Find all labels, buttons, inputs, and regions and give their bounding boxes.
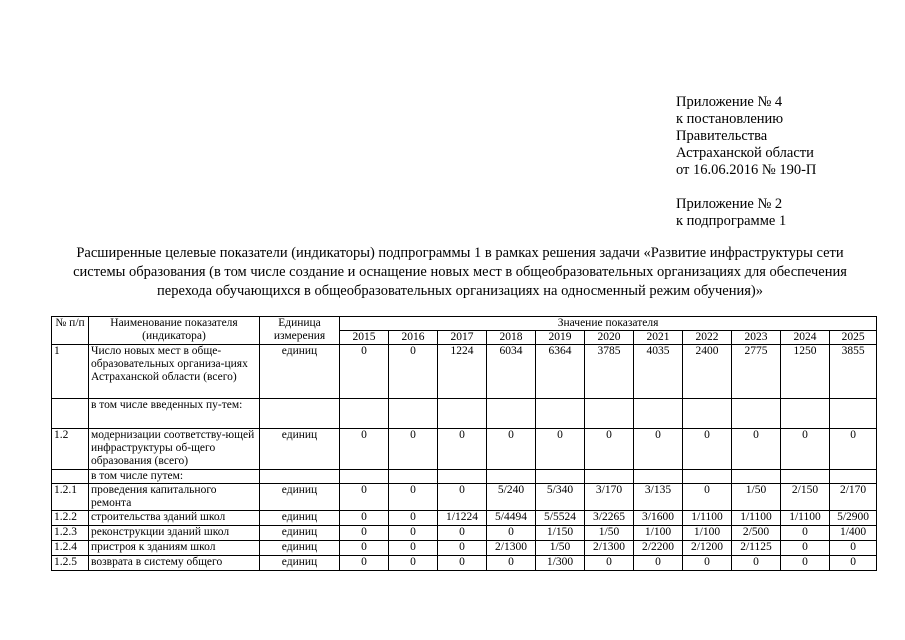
- table-row: [52, 429, 877, 470]
- value-cell: 0: [438, 526, 487, 541]
- value-cell: 1250: [781, 345, 830, 399]
- title-line: системы образования (в том числе создание и оснащение новых мест в общеобразовательных организациях для обеспечения: [73, 264, 847, 280]
- value-cell: 0: [830, 541, 877, 556]
- value-cell: [634, 470, 683, 484]
- value-cell: 0: [781, 429, 830, 470]
- value-cell: 1/50: [585, 526, 634, 541]
- table-body: [52, 345, 877, 571]
- table-row: [52, 399, 877, 429]
- row-number: 1.2.4: [52, 541, 89, 556]
- unit-cell: единиц: [260, 541, 340, 556]
- value-cell: 0: [732, 556, 781, 571]
- value-cell: 3/2265: [585, 511, 634, 526]
- table-row: [52, 470, 877, 484]
- value-cell: 3/1600: [634, 511, 683, 526]
- col-header-num: № п/п: [52, 317, 89, 345]
- value-cell: [830, 470, 877, 484]
- row-number: 1.2.2: [52, 511, 89, 526]
- indicator-name: строительства зданий школ: [89, 511, 260, 526]
- value-cell: 0: [340, 541, 389, 556]
- value-cell: [487, 470, 536, 484]
- indicator-name: возврата в систему общего: [89, 556, 260, 571]
- row-number: 1.2: [52, 429, 89, 470]
- value-cell: 0: [781, 541, 830, 556]
- value-cell: 0: [487, 526, 536, 541]
- indicator-name: пристроя к зданиям школ: [89, 541, 260, 556]
- value-cell: 4035: [634, 345, 683, 399]
- year-header: 2024: [781, 331, 830, 345]
- indicator-name: в том числе введенных пу-тем:: [89, 399, 260, 429]
- year-header: 2019: [536, 331, 585, 345]
- value-cell: [732, 399, 781, 429]
- table-row: [52, 511, 877, 526]
- value-cell: 0: [732, 429, 781, 470]
- value-cell: 0: [389, 429, 438, 470]
- value-cell: 1/50: [536, 541, 585, 556]
- value-cell: 2/1125: [732, 541, 781, 556]
- value-cell: 2/1300: [487, 541, 536, 556]
- title-line: Расширенные целевые показатели (индикаторы) подпрограммы 1 в рамках решения задачи «Развитие инфраструктуры сети: [76, 245, 844, 261]
- indicator-name: проведения капитального ремонта: [89, 484, 260, 511]
- year-header: 2018: [487, 331, 536, 345]
- table-row: [52, 526, 877, 541]
- value-cell: [634, 399, 683, 429]
- value-cell: 0: [340, 345, 389, 399]
- value-cell: 2775: [732, 345, 781, 399]
- value-cell: [683, 470, 732, 484]
- value-cell: 0: [536, 429, 585, 470]
- indicators-table: [51, 316, 877, 571]
- value-cell: 1/150: [536, 526, 585, 541]
- value-cell: 0: [389, 541, 438, 556]
- appendix-header: [676, 94, 816, 230]
- appendix-line: Приложение № 4: [676, 94, 783, 110]
- value-cell: 1/400: [830, 526, 877, 541]
- appendix2-line: к подпрограмме 1: [676, 213, 787, 229]
- appendix-line: от 16.06.2016 № 190-П: [676, 162, 817, 178]
- value-cell: 1/1100: [683, 511, 732, 526]
- value-cell: [830, 399, 877, 429]
- value-cell: 1/1100: [781, 511, 830, 526]
- indicator-name: в том числе путем:: [89, 470, 260, 484]
- unit-cell: единиц: [260, 429, 340, 470]
- value-cell: [536, 399, 585, 429]
- value-cell: 0: [781, 526, 830, 541]
- value-cell: [438, 470, 487, 484]
- value-cell: 0: [487, 556, 536, 571]
- value-cell: 0: [487, 429, 536, 470]
- year-header: 2023: [732, 331, 781, 345]
- value-cell: 1224: [438, 345, 487, 399]
- value-cell: 1/1224: [438, 511, 487, 526]
- value-cell: 2/150: [781, 484, 830, 511]
- year-header: 2022: [683, 331, 732, 345]
- value-cell: [389, 470, 438, 484]
- value-cell: 0: [438, 541, 487, 556]
- value-cell: 0: [340, 511, 389, 526]
- value-cell: 6034: [487, 345, 536, 399]
- value-cell: 2/2200: [634, 541, 683, 556]
- table-row: [52, 484, 877, 511]
- appendix-line: к постановлению: [676, 111, 784, 127]
- table-row: [52, 345, 877, 399]
- col-header-unit: Единица измерения: [260, 317, 340, 345]
- value-cell: [438, 399, 487, 429]
- value-cell: 3/135: [634, 484, 683, 511]
- value-cell: 2/1200: [683, 541, 732, 556]
- value-cell: 0: [683, 484, 732, 511]
- col-header-value: Значение показателя: [340, 317, 877, 331]
- value-cell: 0: [389, 345, 438, 399]
- value-cell: 1/50: [732, 484, 781, 511]
- value-cell: 5/5524: [536, 511, 585, 526]
- row-number: [52, 470, 89, 484]
- value-cell: 1/100: [683, 526, 732, 541]
- unit-cell: единиц: [260, 526, 340, 541]
- unit-cell: [260, 399, 340, 429]
- value-cell: [585, 470, 634, 484]
- unit-cell: единиц: [260, 511, 340, 526]
- indicator-name: модернизации соответству-ющей инфраструктуры об-щего образования (всего): [89, 429, 260, 470]
- value-cell: 5/4494: [487, 511, 536, 526]
- col-header-name: Наименование показателя (индикатора): [89, 317, 260, 345]
- value-cell: 0: [634, 556, 683, 571]
- year-header: 2016: [389, 331, 438, 345]
- value-cell: 2/170: [830, 484, 877, 511]
- value-cell: 0: [585, 429, 634, 470]
- appendix-line: Астраханской области: [676, 145, 814, 161]
- value-cell: [340, 470, 389, 484]
- value-cell: 0: [683, 556, 732, 571]
- table-row: [52, 541, 877, 556]
- value-cell: 5/240: [487, 484, 536, 511]
- value-cell: [487, 399, 536, 429]
- value-cell: 0: [389, 526, 438, 541]
- value-cell: [389, 399, 438, 429]
- value-cell: 0: [438, 429, 487, 470]
- value-cell: [781, 399, 830, 429]
- value-cell: 5/2900: [830, 511, 877, 526]
- value-cell: 6364: [536, 345, 585, 399]
- value-cell: 0: [389, 484, 438, 511]
- row-number: 1: [52, 345, 89, 399]
- table-row: [52, 556, 877, 571]
- row-number: 1.2.1: [52, 484, 89, 511]
- value-cell: 0: [634, 429, 683, 470]
- value-cell: 3/170: [585, 484, 634, 511]
- year-header: 2025: [830, 331, 877, 345]
- unit-cell: [260, 470, 340, 484]
- title-line: перехода обучающихся в общеобразовательных организациях на односменный режим обучения)»: [157, 283, 763, 299]
- value-cell: 1/300: [536, 556, 585, 571]
- appendix2-line: Приложение № 2: [676, 196, 783, 212]
- unit-cell: единиц: [260, 556, 340, 571]
- value-cell: 0: [340, 484, 389, 511]
- value-cell: 3855: [830, 345, 877, 399]
- year-header: 2021: [634, 331, 683, 345]
- row-number: [52, 399, 89, 429]
- indicator-name: Число новых мест в обще-образовательных организа-циях Астраханской области (всего): [89, 345, 260, 399]
- unit-cell: единиц: [260, 484, 340, 511]
- row-number: 1.2.3: [52, 526, 89, 541]
- year-header: 2017: [438, 331, 487, 345]
- unit-cell: единиц: [260, 345, 340, 399]
- value-cell: 0: [585, 556, 634, 571]
- appendix-line: Правительства: [676, 128, 768, 144]
- value-cell: [732, 470, 781, 484]
- indicator-name: реконструкции зданий школ: [89, 526, 260, 541]
- value-cell: [340, 399, 389, 429]
- value-cell: 0: [389, 511, 438, 526]
- value-cell: 1/100: [634, 526, 683, 541]
- value-cell: 0: [340, 556, 389, 571]
- year-header: 2015: [340, 331, 389, 345]
- value-cell: 3785: [585, 345, 634, 399]
- value-cell: 0: [830, 556, 877, 571]
- value-cell: [781, 470, 830, 484]
- value-cell: [536, 470, 585, 484]
- value-cell: [683, 399, 732, 429]
- value-cell: 0: [438, 556, 487, 571]
- value-cell: 0: [389, 556, 438, 571]
- document-title: [40, 244, 880, 301]
- value-cell: 0: [438, 484, 487, 511]
- value-cell: 2/1300: [585, 541, 634, 556]
- value-cell: 5/340: [536, 484, 585, 511]
- year-header: 2020: [585, 331, 634, 345]
- value-cell: 1/1100: [732, 511, 781, 526]
- value-cell: 0: [340, 429, 389, 470]
- value-cell: 2/500: [732, 526, 781, 541]
- value-cell: 0: [340, 526, 389, 541]
- value-cell: 0: [830, 429, 877, 470]
- value-cell: 0: [683, 429, 732, 470]
- value-cell: [585, 399, 634, 429]
- value-cell: 2400: [683, 345, 732, 399]
- value-cell: 0: [781, 556, 830, 571]
- row-number: 1.2.5: [52, 556, 89, 571]
